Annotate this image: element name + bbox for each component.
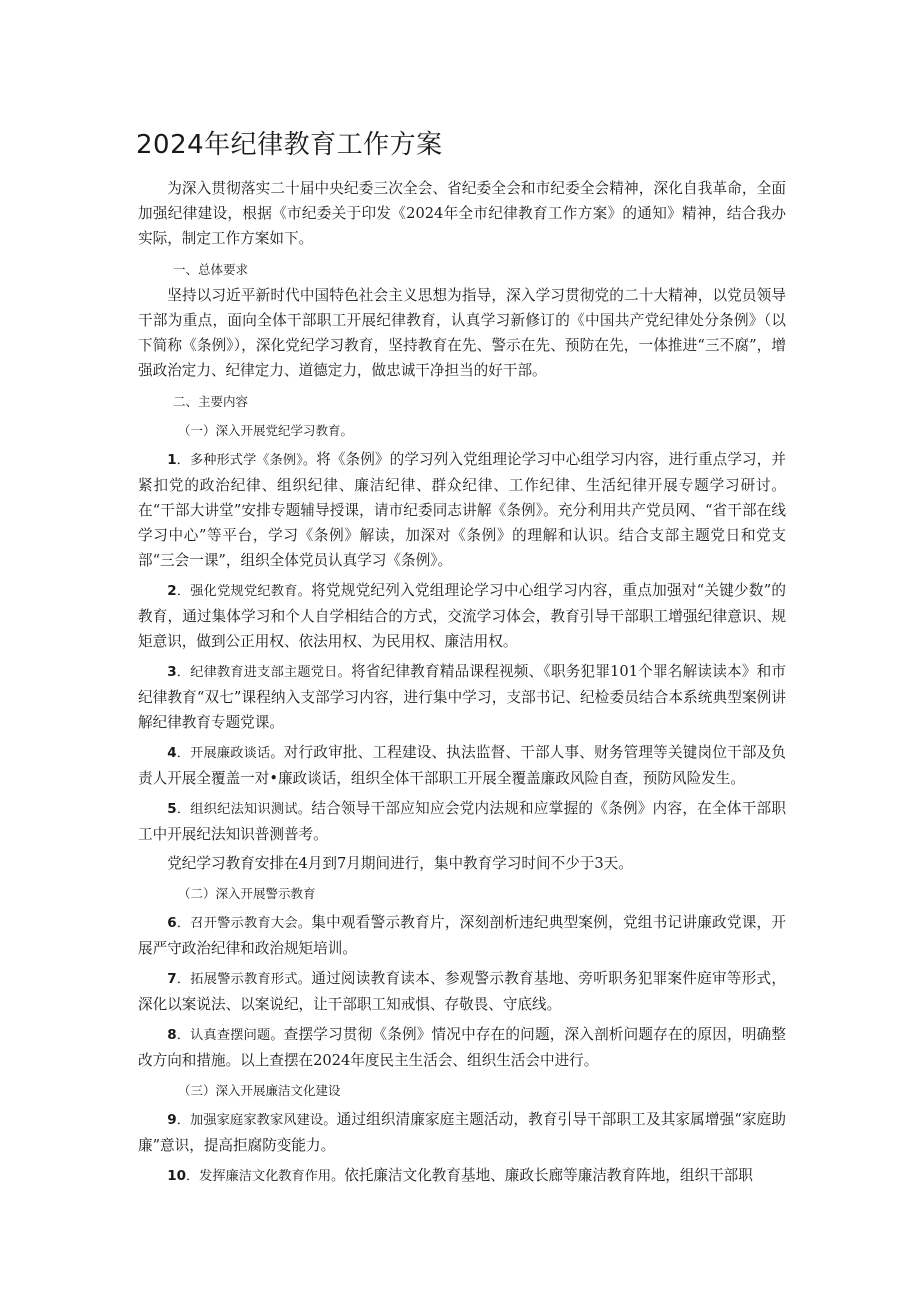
item-lead: ．纪律教育进支部主题党日。 [176,665,351,680]
item-text: 集中观看警示教育片，深刻剖析违纪典型案例，党组书记讲廉政党课，开展严守政治纪律和政治规矩培训。 [138,914,786,957]
list-item [138,578,786,654]
list-item [138,796,786,847]
item-text: 结合领导干部应知应会党内法规和应掌握的《条例》内容，在全体干部职工中开展纪法知识普测普考。 [138,800,786,843]
subsection-heading-integrity-culture: （三）深入开展廉洁文化建设 [178,1083,341,1098]
item-number: 6 [167,915,177,931]
list-item [138,1107,786,1158]
item-text: 将《条例》的学习列入党组理论学习中心组学习内容，进行重点学习，并紧扣党的政治纪律、组织纪律、廉洁纪律、群众纪律、工作纪律、生活纪律开展专题学习研讨。在“干部大讲堂”安排专题辅导授课，请市纪委同志讲解《条例》。充分利用共产党员网、“省干部在线学习中心”等平台，学习《条例》解读，加深对《条例》的理解和认识。结合支部主题党日和党支部“三会一课”，组织全体党员认真学习《条例》。 [138,451,786,569]
item-text: 将省纪律教育精品课程视频、《职务犯罪101个罪名解读读本》和市纪律教育“双七”课程纳入支部学习内容，进行集中学习，支部书记、纪检委员结合本系统典型案例讲解纪律教育专题党课。 [138,663,787,731]
item-text: 将党规党纪列入党组理论学习中心组学习内容，重点加强对“关键少数”的教育，通过集体学习和个人自学相结合的方式，交流学习体会，教育引导干部职工增强纪律意识、规矩意识，做到公正用权、依法用权、为民用权、廉洁用权。 [138,582,786,650]
item-number: 10 [167,1168,186,1184]
intro-paragraph: 为深入贯彻落实二十届中央纪委三次全会、省纪委全会和市纪委全会精神，深化自我革命，全面加强纪律建设，根据《市纪委关于印发《2024年全市纪律教育工作方案》的通知》精神，结合我办实际，制定工作方案如下。 [138,180,786,247]
list-item [138,740,786,791]
item-lead: ．多种形式学《条例》。 [176,453,317,468]
subsection-heading-warning-education: （二）深入开展警示教育 [178,886,316,901]
item-lead: ．开展廉政谈话。 [176,746,284,761]
item-number: 9 [167,1112,177,1128]
item-lead: ．组织纪法知识测试。 [176,802,312,817]
item-number: 5 [167,801,177,817]
item-lead: ．强化党规党纪教育。 [176,584,312,599]
item-lead: ．拓展警示教育形式。 [176,972,312,987]
section-heading-main-content: 二、主要内容 [173,394,249,409]
item-number: 4 [167,745,177,761]
item-lead: ．认真查摆问题。 [176,1028,284,1043]
document-title: 2024年纪律教育工作方案 [136,130,443,160]
list-item [138,447,786,573]
item-text: 对行政审批、工程建设、执法监督、干部人事、财务管理等关键岗位干部及负责人开展全覆盖一对•廉政谈话，组织全体干部职工开展全覆盖廉政风险自查，预防风险发生。 [138,744,786,787]
item-number: 1 [167,452,177,468]
item-number: 8 [167,1027,177,1043]
general-requirements-paragraph: 坚持以习近平新时代中国特色社会主义思想为指导，深入学习贯彻党的二十大精神，以党员领导干部为重点，面向全体干部职工开展纪律教育，认真学习新修订的《中国共产党纪律处分条例》（以下简称《条例》），深化党纪学习教育，坚持教育在先、警示在先、预防在先，一体推进“三不腐”，增强政治定力、纪律定力、道德定力，做忠诚干净担当的好干部。 [138,287,786,379]
list-item [138,910,786,961]
item-lead: ．加强家庭家教家风建设。 [176,1113,337,1128]
list-item [138,1022,786,1073]
item-text: 查摆学习贯彻《条例》情况中存在的问题，深入剖析问题存在的原因，明确整改方向和措施。以上查摆在2024年度民主生活会、组织生活会中进行。 [138,1026,786,1069]
item-lead: ．召开警示教育大会。 [176,916,312,931]
schedule-note: 党纪学习教育安排在4月到7月期间进行，集中教育学习时间不少于3天。 [167,855,633,872]
list-item [138,966,786,1017]
item-number: 7 [167,971,177,987]
item-lead: ．发挥廉洁文化教育作用。 [185,1169,345,1184]
section-heading-general: 一、总体要求 [173,262,249,277]
item-number: 3 [167,664,177,680]
list-item [138,1163,786,1189]
list-item [138,659,786,735]
item-number: 2 [167,583,177,599]
document-body [138,176,786,1189]
item-text: 通过阅读教育读本、参观警示教育基地、旁听职务犯罪案件庭审等形式，深化以案说法、以案说纪，让干部职工知戒惧、存敬畏、守底线。 [138,970,786,1013]
item-text: 通过组织清廉家庭主题活动，教育引导干部职工及其家属增强“家庭助廉”意识，提高拒腐防变能力。 [138,1111,786,1154]
subsection-heading-party-discipline: （一）深入开展党纪学习教育。 [178,423,354,438]
item-text: 依托廉洁文化教育基地、廉政长廊等廉洁教育阵地，组织干部职 [344,1167,753,1184]
